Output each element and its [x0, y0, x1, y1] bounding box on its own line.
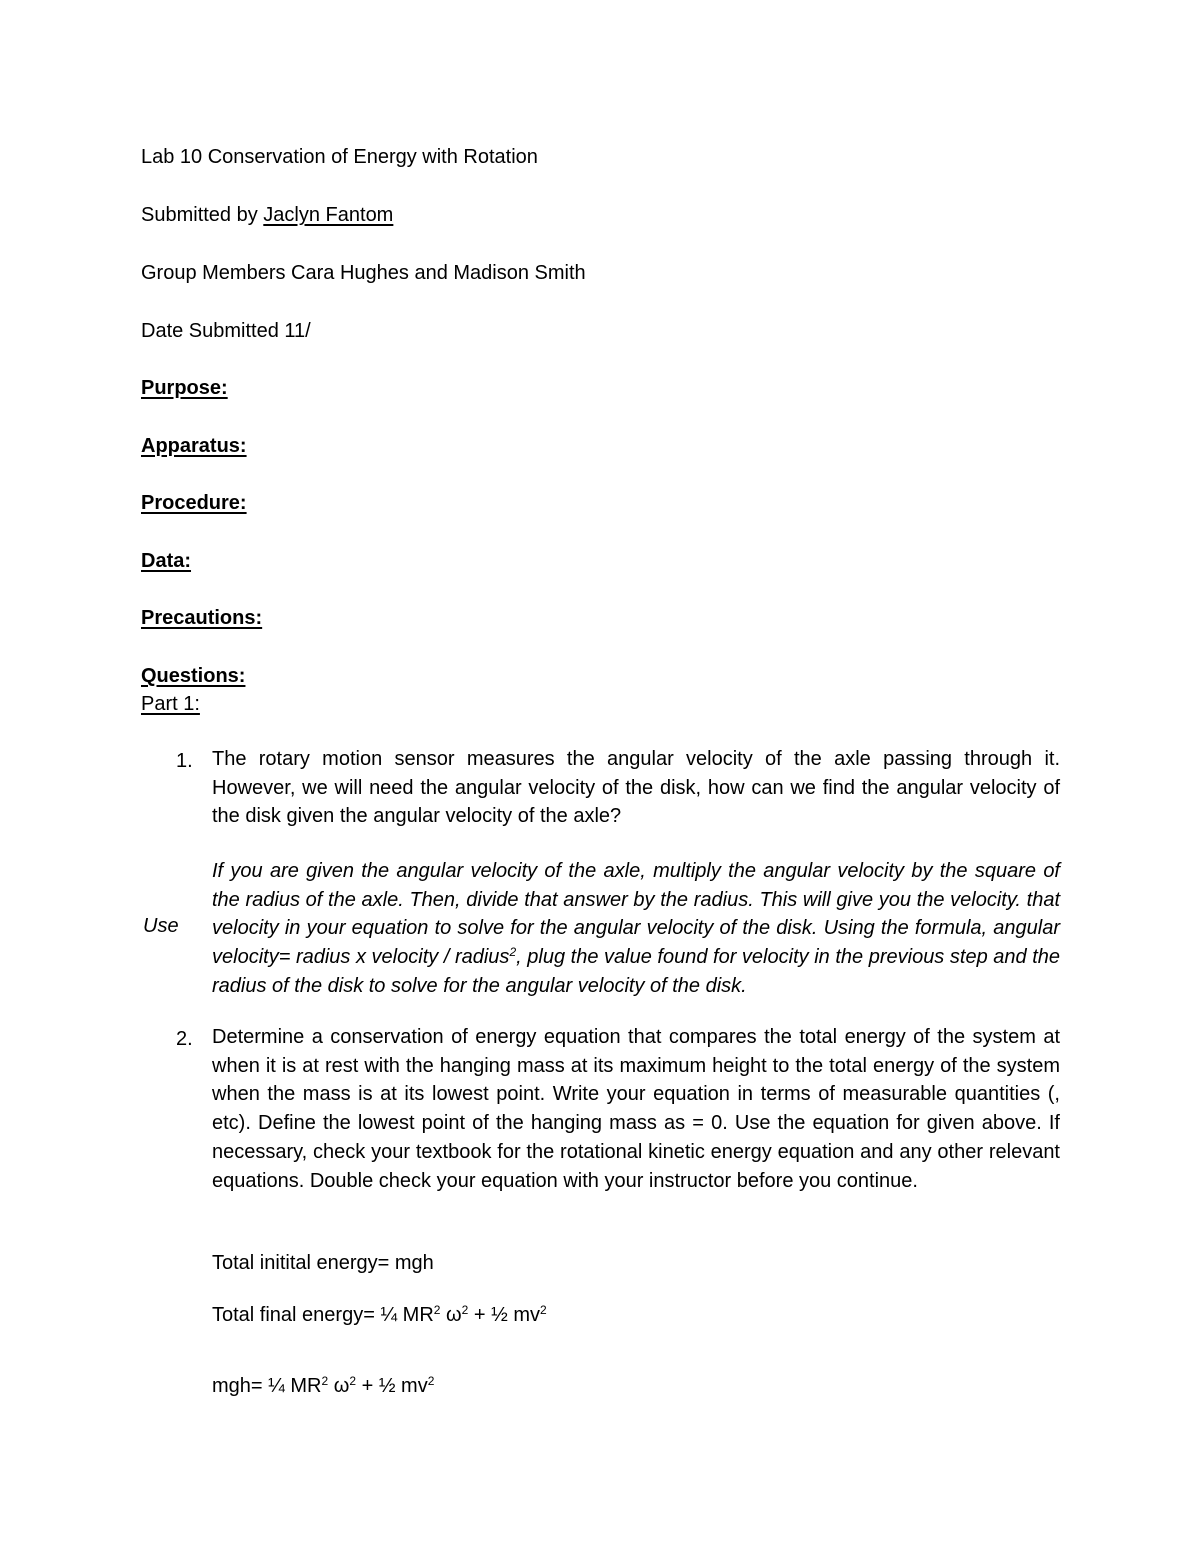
precautions-heading: Precautions: [141, 607, 263, 629]
equation-combined [212, 1376, 434, 1396]
question-2-text: Determine a conservation of energy equation that compares the total energy of the system at when it is at rest with the hanging mass at its maximum height to the total energy of the system when the mass is at its lowest point. Write your equation in terms of measurable quantities (, etc). Define the lowest point of the hanging mass as = 0. Use the equation for given above. If necessary, check your textbook for the rotational kinetic energy equation and any other relevant equations. Double check your equation with your instructor before you continue. [212, 1026, 1060, 1192]
eq-combined-sup-2: 2 [349, 1374, 357, 1388]
document-title: Lab 10 Conservation of Energy with Rotation [141, 146, 538, 168]
answer-1-part3: , plug the value found for velocity in the previous step and the radius of the disk to solve for the angular velocity of the disk. [212, 946, 1061, 997]
answer-1-superscript: 2 [509, 945, 517, 960]
submitted-by-line [141, 205, 393, 225]
question-1-text: The rotary motion sensor measures the angular velocity of the axle passing through it. However, we will need the angular velocity of the disk, how can we find the angular velocity of the disk given the angular velocity of the axle? [212, 748, 1060, 828]
equation-initial-energy: Total initital energy= mgh [212, 1252, 434, 1274]
submitted-by-name: Jaclyn Fantom [263, 204, 394, 226]
equation-final-energy [212, 1305, 547, 1325]
answer-1-part2: that velocity in your equation to solve for the angular velocity of the disk. Using the formula, angular velocity= radius x velocity / radius [212, 888, 1060, 969]
date-submitted-line: Date Submitted 11/ [141, 320, 311, 342]
data-heading: Data: [141, 550, 192, 572]
submitted-by-label: Submitted by [141, 204, 264, 226]
eq-combined-omega: ω [328, 1375, 350, 1397]
question-1-number: 1. [176, 750, 193, 772]
answer-1-use-label: Use [143, 915, 179, 937]
eq-final-omega: ω [440, 1304, 462, 1326]
eq-final-prefix: Total final energy= ¼ MR [212, 1304, 434, 1326]
answer-1-part1: If you are given the angular velocity of the axle, multiply the angular velocity by the square of the radius of the axle. Then, divide that answer by the radius. This will give you the velocity. [212, 860, 1060, 911]
eq-combined-sup-1: 2 [321, 1374, 329, 1388]
eq-final-plus: + ½ mv [468, 1304, 541, 1326]
question-1-answer [212, 857, 1060, 1001]
question-2-number: 2. [176, 1028, 193, 1050]
eq-final-sup-2: 2 [461, 1303, 469, 1317]
purpose-heading: Purpose: [141, 377, 228, 399]
eq-final-sup-3: 2 [540, 1303, 547, 1317]
eq-combined-plus: + ½ mv [356, 1375, 428, 1397]
part1-heading: Part 1: [141, 693, 200, 715]
procedure-heading: Procedure: [141, 492, 247, 514]
group-members-line: Group Members Cara Hughes and Madison Smith [141, 262, 586, 284]
apparatus-heading: Apparatus: [141, 435, 247, 457]
eq-combined-sup-3: 2 [427, 1374, 435, 1388]
questions-heading: Questions: [141, 665, 246, 687]
eq-combined-prefix: mgh= ¼ MR [212, 1375, 322, 1397]
eq-final-sup-1: 2 [433, 1303, 441, 1317]
